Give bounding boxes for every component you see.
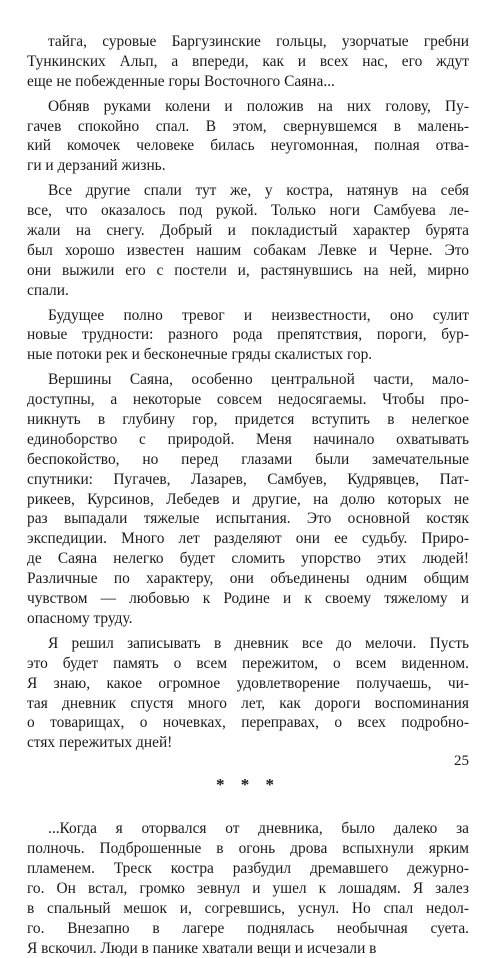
text-line: Все другие спали тут же, у костра, натянув на себя bbox=[48, 182, 469, 200]
text-line: они выжили его с постели и, растянувшись на ней, мирно bbox=[27, 261, 469, 279]
text-line: о товарищах, о ночевках, переправах, о всех подробно- bbox=[27, 714, 469, 732]
text-line: Вершины Саяна, особенно центральной части, мало- bbox=[48, 371, 469, 389]
text-line: го. Внезапно в лагере поднялась необычная суета. bbox=[27, 919, 469, 937]
text-line: экспедиции. Много лет разделяют они ее судьбу. Приро- bbox=[27, 530, 469, 548]
text-line: Тункинских Альп, а впереди, как и всех нас, его ждут bbox=[27, 52, 469, 70]
text-line: был хорошо известен нашим собакам Левке и Черне. Это bbox=[27, 241, 469, 259]
text-line: пламенем. Треск костра разбудил дремавшего дежурно- bbox=[27, 859, 469, 877]
text-line: Я решил записывать в дневник все до мелочи. Пусть bbox=[48, 634, 469, 652]
text-line: кий комочек человеке билась неугомонная, полная отва- bbox=[27, 137, 469, 155]
text-body-after-separator bbox=[27, 819, 469, 958]
text-line: доступны, а некоторые совсем недосягаемы. Чтобы про- bbox=[27, 391, 469, 409]
text-line: никнуть в глубину гор, придется вступить в нелегкое bbox=[27, 411, 469, 429]
paragraph bbox=[27, 819, 469, 958]
text-line: го. Он встал, громко зевнул и ушел к лошадям. Я залез bbox=[27, 879, 469, 897]
text-line: все, что оказалось под рукой. Только ноги Самбуева ле- bbox=[27, 202, 469, 220]
text-line: рикеев, Курсинов, Лебедев и другие, на долю которых не bbox=[27, 490, 469, 508]
text-line: раз выпадали тяжелые испытания. Это основной костяк bbox=[27, 510, 469, 528]
text-line: тайга, суровые Баргузинские гольцы, узорчатые гребни bbox=[48, 33, 469, 50]
text-line: Обняв руками колени и положив на них голову, Пу- bbox=[48, 97, 469, 115]
paragraph bbox=[27, 634, 469, 753]
paragraph bbox=[27, 370, 469, 629]
text-line: спутники: Пугачев, Лазарев, Самбуев, Кудрявцев, Пат- bbox=[27, 470, 469, 488]
text-line: чувством — любовью к Родине и к своему тяжелому и bbox=[27, 590, 469, 608]
text-line: спали. bbox=[27, 281, 69, 299]
text-line: тая дневник спустя много лет, как дороги воспоминания bbox=[27, 694, 469, 712]
text-line: де Саяна нелегко будет сломить упорство этих людей! bbox=[27, 550, 469, 568]
text-body-before-separator bbox=[27, 32, 469, 753]
text-line: полночь. Подброшенные в огонь дрова вспыхнули ярким bbox=[27, 840, 469, 858]
text-line: единоборство с природой. Меня начинало охватывать bbox=[27, 430, 469, 448]
text-line: ...Когда я оторвался от дневника, было далеко за bbox=[48, 820, 469, 838]
paragraph bbox=[27, 306, 469, 366]
text-line: ги и дерзаний жизнь. bbox=[27, 157, 166, 175]
text-line: беспокойство, но перед глазами были замечательные bbox=[27, 450, 469, 468]
text-line: гачев спокойно спал. В этом, свернувшемся в малень- bbox=[27, 117, 469, 135]
section-separator: * * * bbox=[216, 775, 280, 795]
text-line: Различные по характеру, они объединены одним общим bbox=[27, 570, 469, 588]
text-line: новые трудности: разного рода препятствия, пороги, бур- bbox=[27, 326, 469, 344]
text-line: Я знаю, какое огромное удовлетворение получаешь, чи- bbox=[27, 674, 469, 692]
text-line: ные потоки рек и бесконечные гряды скалистых гор. bbox=[27, 346, 373, 364]
text-line: это будет память о всем пережитом, о всем виденном. bbox=[27, 654, 469, 672]
text-line: стях пережитых дней! bbox=[27, 734, 173, 752]
text-line: Будущее полно тревог и неизвестности, оно сулит bbox=[48, 306, 469, 324]
paragraph bbox=[27, 181, 469, 300]
page-number: 25 bbox=[454, 753, 469, 770]
text-line: еще не побежденные горы Восточного Саяна... bbox=[27, 72, 335, 90]
text-line: опасному труду. bbox=[27, 609, 133, 627]
book-page bbox=[27, 32, 469, 957]
text-line: Я вскочил. Люди в панике хватали вещи и исчезали в bbox=[27, 939, 377, 957]
paragraph bbox=[27, 32, 469, 92]
text-line: жали на снегу. Добрый и покладистый характер бурята bbox=[27, 222, 469, 240]
paragraph bbox=[27, 97, 469, 177]
text-line: в спальный мешок и, согревшись, уснул. Но спал недол- bbox=[27, 899, 469, 917]
